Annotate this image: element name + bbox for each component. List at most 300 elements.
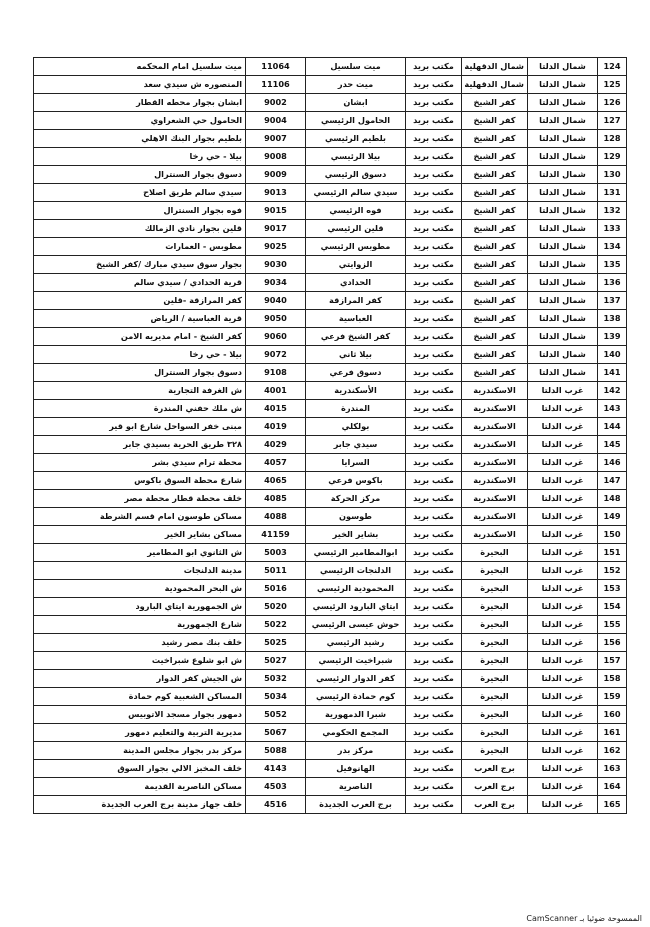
row-number-cell: 136 [598,274,627,292]
address-cell: دسوق بجوار السنترال [34,166,246,184]
region-cell: غرب الدلتا [528,634,598,652]
office-name-cell: دسوق فرعي [306,364,406,382]
table-row [34,400,627,418]
row-number-cell: 132 [598,202,627,220]
region-cell: غرب الدلتا [528,580,598,598]
office-code-cell: 4143 [246,760,306,778]
governorate-cell: كفر الشيخ [462,166,528,184]
table-row [34,436,627,454]
office-type-cell: مكتب بريد [406,238,462,256]
office-type-cell: مكتب بريد [406,328,462,346]
row-number-cell: 124 [598,58,627,76]
table-row [34,508,627,526]
governorate-cell: البحيرة [462,544,528,562]
region-cell: شمال الدلتا [528,202,598,220]
office-type-cell: مكتب بريد [406,796,462,814]
office-type-cell: مكتب بريد [406,562,462,580]
row-number-cell: 157 [598,652,627,670]
office-type-cell: مكتب بريد [406,382,462,400]
office-code-cell: 4019 [246,418,306,436]
office-type-cell: مكتب بريد [406,598,462,616]
office-code-cell: 4503 [246,778,306,796]
office-code-cell: 4057 [246,454,306,472]
office-name-cell: رشيد الرئيسي [306,634,406,652]
table-row [34,562,627,580]
region-cell: شمال الدلتا [528,112,598,130]
region-cell: شمال الدلتا [528,94,598,112]
region-cell: شمال الدلتا [528,292,598,310]
office-name-cell: السرايا [306,454,406,472]
office-code-cell: 4065 [246,472,306,490]
table-row [34,184,627,202]
region-cell: شمال الدلتا [528,256,598,274]
post-offices-table [33,57,627,814]
governorate-cell: كفر الشيخ [462,238,528,256]
row-number-cell: 133 [598,220,627,238]
region-cell: شمال الدلتا [528,220,598,238]
office-code-cell: 9004 [246,112,306,130]
governorate-cell: كفر الشيخ [462,184,528,202]
address-cell: ش ملك حفني المندرة [34,400,246,418]
office-name-cell: سيدي جابر [306,436,406,454]
office-name-cell: الحامول الرئيسي [306,112,406,130]
office-type-cell: مكتب بريد [406,58,462,76]
governorate-cell: كفر الشيخ [462,364,528,382]
office-name-cell: ميت حدر [306,76,406,94]
governorate-cell: كفر الشيخ [462,328,528,346]
office-code-cell: 9013 [246,184,306,202]
address-cell: كفر الشيخ - امام مديريه الامن [34,328,246,346]
table-row [34,472,627,490]
office-type-cell: مكتب بريد [406,256,462,274]
address-cell: قرية الحدادي / سيدي سالم [34,274,246,292]
address-cell: سيدي سالم طريق اصلاح [34,184,246,202]
table-row [34,652,627,670]
row-number-cell: 144 [598,418,627,436]
row-number-cell: 142 [598,382,627,400]
office-name-cell: بيلا الرئيسي [306,148,406,166]
row-number-cell: 149 [598,508,627,526]
address-cell: مدينة الدلنجات [34,562,246,580]
address-cell: خلف محطة قطار محطة مصر [34,490,246,508]
row-number-cell: 159 [598,688,627,706]
region-cell: غرب الدلتا [528,418,598,436]
governorate-cell: الاسكندرية [462,526,528,544]
row-number-cell: 134 [598,238,627,256]
table-row [34,598,627,616]
address-cell: المنصوره ش سيدي سعد [34,76,246,94]
office-type-cell: مكتب بريد [406,364,462,382]
address-cell: ش البحر المحمودية [34,580,246,598]
office-type-cell: مكتب بريد [406,580,462,598]
office-code-cell: 9034 [246,274,306,292]
office-code-cell: 9072 [246,346,306,364]
governorate-cell: كفر الشيخ [462,220,528,238]
address-cell: بجوار سوق سيدي مبارك /كفر الشيخ [34,256,246,274]
office-code-cell: 4015 [246,400,306,418]
address-cell: دمهور بجوار مسجد الاتوبيس [34,706,246,724]
office-name-cell: فوه الرئيسي [306,202,406,220]
row-number-cell: 155 [598,616,627,634]
address-cell: شارع الجمهورية [34,616,246,634]
governorate-cell: كفر الشيخ [462,94,528,112]
office-code-cell: 41159 [246,526,306,544]
office-code-cell: 4088 [246,508,306,526]
office-code-cell: 9009 [246,166,306,184]
region-cell: غرب الدلتا [528,544,598,562]
office-name-cell: الزوايتي [306,256,406,274]
governorate-cell: البحيرة [462,562,528,580]
address-cell: ش الثانوي ابو المطامير [34,544,246,562]
region-cell: غرب الدلتا [528,598,598,616]
address-cell: محطة ترام سيدي بشر [34,454,246,472]
office-code-cell: 9007 [246,130,306,148]
address-cell: شارع محطة السوق باكوس [34,472,246,490]
governorate-cell: الاسكندرية [462,436,528,454]
address-cell: مساكن الناصرية القديمة [34,778,246,796]
office-name-cell: كوم حمادة الرئيسي [306,688,406,706]
governorate-cell: كفر الشيخ [462,256,528,274]
governorate-cell: الاسكندرية [462,508,528,526]
office-name-cell: ابشان [306,94,406,112]
address-cell: دسوق بجوار السنترال [34,364,246,382]
office-name-cell: كفر الدوار الرئيسي [306,670,406,688]
office-code-cell: 9015 [246,202,306,220]
governorate-cell: البحيرة [462,634,528,652]
region-cell: غرب الدلتا [528,616,598,634]
region-cell: شمال الدلتا [528,166,598,184]
region-cell: غرب الدلتا [528,688,598,706]
table-row [34,526,627,544]
region-cell: شمال الدلتا [528,130,598,148]
office-name-cell: مطوبس الرئيسي [306,238,406,256]
governorate-cell: كفر الشيخ [462,274,528,292]
office-type-cell: مكتب بريد [406,130,462,148]
row-number-cell: 162 [598,742,627,760]
office-type-cell: مكتب بريد [406,616,462,634]
office-code-cell: 11106 [246,76,306,94]
row-number-cell: 140 [598,346,627,364]
row-number-cell: 126 [598,94,627,112]
office-type-cell: مكتب بريد [406,274,462,292]
office-type-cell: مكتب بريد [406,526,462,544]
table-row [34,616,627,634]
governorate-cell: الاسكندرية [462,418,528,436]
office-name-cell: بيلا ثاني [306,346,406,364]
office-code-cell: 9017 [246,220,306,238]
office-name-cell: سيدي سالم الرئيسي [306,184,406,202]
row-number-cell: 158 [598,670,627,688]
region-cell: غرب الدلتا [528,490,598,508]
office-type-cell: مكتب بريد [406,742,462,760]
region-cell: غرب الدلتا [528,742,598,760]
office-code-cell: 9050 [246,310,306,328]
address-cell: ميت سلسيل امام المحكمه [34,58,246,76]
address-cell: ٣٢٨ طريق الحرية بسيدي جابر [34,436,246,454]
row-number-cell: 161 [598,724,627,742]
row-number-cell: 152 [598,562,627,580]
office-code-cell: 9060 [246,328,306,346]
row-number-cell: 139 [598,328,627,346]
row-number-cell: 148 [598,490,627,508]
address-cell: بلطيم بجوار البنك الاهلي [34,130,246,148]
office-code-cell: 9025 [246,238,306,256]
row-number-cell: 129 [598,148,627,166]
office-name-cell: المجمع الحكومي [306,724,406,742]
office-type-cell: مكتب بريد [406,220,462,238]
office-type-cell: مكتب بريد [406,760,462,778]
address-cell: ش الجيش كفر الدوار [34,670,246,688]
governorate-cell: برج العرب [462,778,528,796]
region-cell: شمال الدلتا [528,148,598,166]
address-cell: مركز بدر بجوار مجلس المدينة [34,742,246,760]
office-name-cell: المحمودية الرئيسي [306,580,406,598]
address-cell: خلف جهاز مدينة برج العرب الجديدة [34,796,246,814]
row-number-cell: 165 [598,796,627,814]
office-type-cell: مكتب بريد [406,292,462,310]
office-name-cell: المندرة [306,400,406,418]
governorate-cell: البحيرة [462,706,528,724]
address-cell: الحامول حي الشعراوي [34,112,246,130]
office-type-cell: مكتب بريد [406,544,462,562]
table-row [34,256,627,274]
office-code-cell: 5067 [246,724,306,742]
office-code-cell: 9002 [246,94,306,112]
address-cell: المساكن الشعبية كوم حمادة [34,688,246,706]
office-type-cell: مكتب بريد [406,508,462,526]
table-row [34,364,627,382]
governorate-cell: البحيرة [462,724,528,742]
table-row [34,148,627,166]
governorate-cell: برج العرب [462,796,528,814]
row-number-cell: 153 [598,580,627,598]
office-type-cell: مكتب بريد [406,346,462,364]
row-number-cell: 135 [598,256,627,274]
office-type-cell: مكتب بريد [406,166,462,184]
table-row [34,544,627,562]
governorate-cell: البحيرة [462,688,528,706]
governorate-cell: الاسكندرية [462,454,528,472]
row-number-cell: 151 [598,544,627,562]
address-cell: خلف المخبز الالي بجوار السوق [34,760,246,778]
region-cell: شمال الدلتا [528,310,598,328]
table-row [34,490,627,508]
governorate-cell: كفر الشيخ [462,346,528,364]
office-name-cell: الدلنجات الرئيسي [306,562,406,580]
office-name-cell: ايتاي البارود الرئيسي [306,598,406,616]
governorate-cell: البحيرة [462,742,528,760]
table-row [34,724,627,742]
row-number-cell: 145 [598,436,627,454]
governorate-cell: الاسكندرية [462,400,528,418]
table-row [34,796,627,814]
office-type-cell: مكتب بريد [406,472,462,490]
row-number-cell: 150 [598,526,627,544]
governorate-cell: كفر الشيخ [462,130,528,148]
office-name-cell: ميت سلسيل [306,58,406,76]
office-code-cell: 4516 [246,796,306,814]
office-code-cell: 5003 [246,544,306,562]
office-type-cell: مكتب بريد [406,76,462,94]
table-row [34,742,627,760]
table-row [34,220,627,238]
table-row [34,58,627,76]
office-code-cell: 5025 [246,634,306,652]
office-name-cell: بولكلي [306,418,406,436]
table-row [34,706,627,724]
office-type-cell: مكتب بريد [406,202,462,220]
office-type-cell: مكتب بريد [406,184,462,202]
office-name-cell: شبرا الدمهورية [306,706,406,724]
table-row [34,670,627,688]
table-row [34,346,627,364]
address-cell: فوه بجوار السنترال [34,202,246,220]
office-name-cell: ابوالمطامير الرئيسي [306,544,406,562]
address-cell: بيلا - حي رخا [34,148,246,166]
governorate-cell: الاسكندرية [462,382,528,400]
address-cell: بيلا - حي رخا [34,346,246,364]
office-name-cell: مركز الحركة [306,490,406,508]
governorate-cell: كفر الشيخ [462,112,528,130]
address-cell: خلف بنك مصر رشيد [34,634,246,652]
address-cell: ش الغرفة التجارية [34,382,246,400]
region-cell: غرب الدلتا [528,778,598,796]
office-code-cell: 11064 [246,58,306,76]
row-number-cell: 128 [598,130,627,148]
office-code-cell: 9108 [246,364,306,382]
table-row [34,688,627,706]
office-type-cell: مكتب بريد [406,112,462,130]
governorate-cell: البحيرة [462,616,528,634]
region-cell: غرب الدلتا [528,382,598,400]
address-cell: كفر المرازقة -قلين [34,292,246,310]
row-number-cell: 160 [598,706,627,724]
table-row [34,76,627,94]
office-code-cell: 4001 [246,382,306,400]
office-code-cell: 5027 [246,652,306,670]
region-cell: شمال الدلتا [528,346,598,364]
office-code-cell: 4029 [246,436,306,454]
office-name-cell: كفر الشيخ فرعي [306,328,406,346]
row-number-cell: 143 [598,400,627,418]
region-cell: غرب الدلتا [528,472,598,490]
office-code-cell: 9008 [246,148,306,166]
region-cell: شمال الدلتا [528,364,598,382]
table-row [34,238,627,256]
office-type-cell: مكتب بريد [406,634,462,652]
office-type-cell: مكتب بريد [406,688,462,706]
region-cell: غرب الدلتا [528,670,598,688]
row-number-cell: 156 [598,634,627,652]
office-type-cell: مكتب بريد [406,436,462,454]
office-name-cell: الناصرية [306,778,406,796]
address-cell: مطوبس - العمارات [34,238,246,256]
row-number-cell: 127 [598,112,627,130]
office-name-cell: العباسية [306,310,406,328]
office-type-cell: مكتب بريد [406,418,462,436]
governorate-cell: البحيرة [462,580,528,598]
office-name-cell: الأسكندرية [306,382,406,400]
office-code-cell: 5020 [246,598,306,616]
table-row [34,202,627,220]
office-type-cell: مكتب بريد [406,778,462,796]
region-cell: شمال الدلتا [528,76,598,94]
governorate-cell: الاسكندرية [462,472,528,490]
address-cell: قلين بجوار نادي الزمالك [34,220,246,238]
table-row [34,454,627,472]
table-row [34,292,627,310]
row-number-cell: 164 [598,778,627,796]
address-cell: مساكن بشاير الخير [34,526,246,544]
address-cell: مديرية التربية والتعليم دمهور [34,724,246,742]
office-name-cell: الهانوفيل [306,760,406,778]
office-type-cell: مكتب بريد [406,706,462,724]
governorate-cell: كفر الشيخ [462,202,528,220]
office-name-cell: برج العرب الجديدة [306,796,406,814]
office-name-cell: بشاير الخير [306,526,406,544]
office-name-cell: مركز بدر [306,742,406,760]
region-cell: شمال الدلتا [528,238,598,256]
region-cell: شمال الدلتا [528,328,598,346]
region-cell: غرب الدلتا [528,400,598,418]
address-cell: قرية العباسية / الرياض [34,310,246,328]
office-type-cell: مكتب بريد [406,454,462,472]
region-cell: غرب الدلتا [528,796,598,814]
table-row [34,310,627,328]
governorate-cell: البحيرة [462,598,528,616]
governorate-cell: كفر الشيخ [462,292,528,310]
office-code-cell: 5034 [246,688,306,706]
region-cell: شمال الدلتا [528,274,598,292]
office-type-cell: مكتب بريد [406,724,462,742]
scanner-watermark: الممسوحة ضوئيا بـ CamScanner [526,914,642,923]
office-code-cell: 5052 [246,706,306,724]
office-name-cell: دسوق الرئيسي [306,166,406,184]
office-type-cell: مكتب بريد [406,148,462,166]
table-row [34,760,627,778]
table-body [34,58,627,814]
office-type-cell: مكتب بريد [406,310,462,328]
governorate-cell: شمال الدقهلية [462,58,528,76]
region-cell: غرب الدلتا [528,724,598,742]
governorate-cell: كفر الشيخ [462,310,528,328]
office-name-cell: طوسون [306,508,406,526]
office-code-cell: 5011 [246,562,306,580]
table-row [34,94,627,112]
address-cell: ش الجمهورية ايتاي البارود [34,598,246,616]
office-type-cell: مكتب بريد [406,94,462,112]
address-cell: مبنى خفر السواحل شارع ابو قير [34,418,246,436]
region-cell: غرب الدلتا [528,526,598,544]
region-cell: غرب الدلتا [528,706,598,724]
governorate-cell: الاسكندرية [462,490,528,508]
row-number-cell: 130 [598,166,627,184]
offices-sheet [33,57,626,814]
office-name-cell: قلين الرئيسي [306,220,406,238]
office-name-cell: الحدادي [306,274,406,292]
table-row [34,634,627,652]
table-row [34,418,627,436]
table-row [34,778,627,796]
row-number-cell: 137 [598,292,627,310]
address-cell: ش ابو شلوع شبراخيت [34,652,246,670]
table-row [34,382,627,400]
office-name-cell: كفر المرازقة [306,292,406,310]
office-name-cell: باكوس فرعي [306,472,406,490]
table-row [34,328,627,346]
office-code-cell: 5032 [246,670,306,688]
table-row [34,130,627,148]
